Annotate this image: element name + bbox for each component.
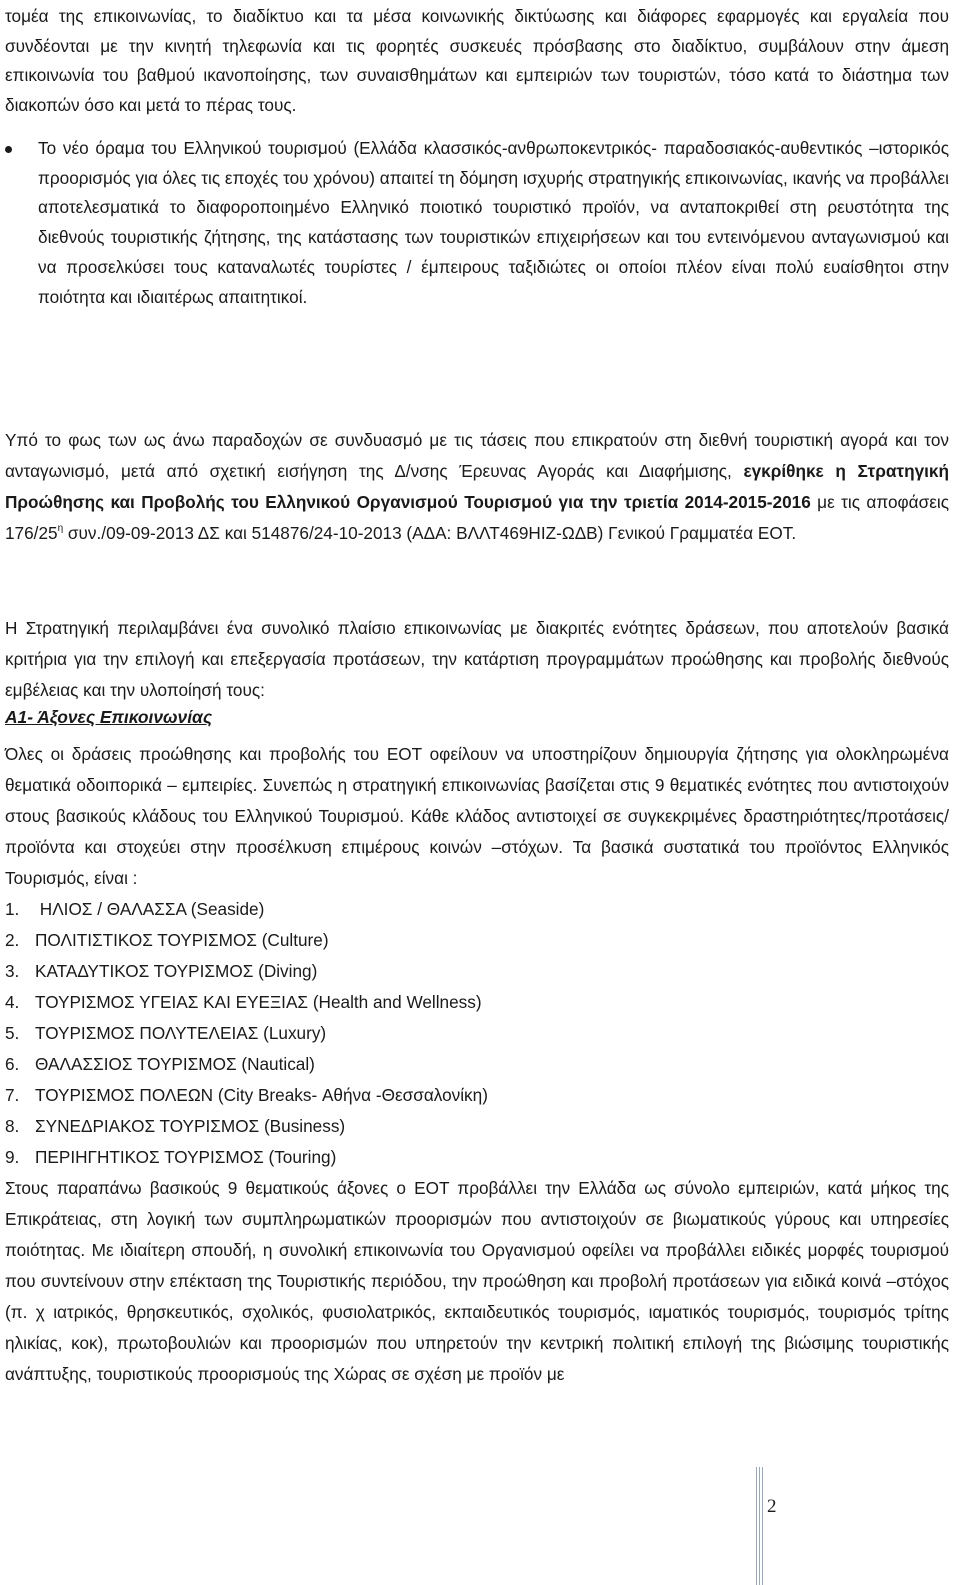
footer-decoration bbox=[756, 1467, 764, 1585]
theme-number: 7. bbox=[5, 1085, 20, 1105]
theme-list bbox=[5, 894, 488, 1173]
section-heading: Α1- Άξονες Επικοινωνίας bbox=[5, 707, 213, 727]
strategy-superscript: η bbox=[57, 523, 64, 534]
axes-paragraph: Όλες οι δράσεις προώθησης και προβολής του ΕΟΤ οφείλουν να υποστηρίζουν δημιουργία ζήτησης για ολοκληρωμένα θεματικά οδοιπορικά – εμπειρίες. Συνεπώς η στρατηγική επικοινωνίας βασίζεται στις 9 θεματικές ενότητες που αντιστοιχούν στους βασικούς κλάδους του Ελληνικού Τουρισμού. Κάθε κλάδος αντιστοιχεί σε συγκεκριμένες δραστηριότητες/προτάσεις/προϊόντα και στοχεύει στην προσέλκυση επιμέρους κοινών –στόχων. Τα βασικά συστατικά του προϊόντος Ελληνικός Τουρισμός, είναι : bbox=[5, 744, 949, 888]
footer-rule bbox=[762, 1467, 763, 1585]
theme-list-item bbox=[5, 1049, 488, 1080]
theme-label: ΤΟΥΡΙΣΜΟΣ ΥΓΕΙΑΣ ΚΑΙ ΕΥΕΞΙΑΣ (Health and Wellness) bbox=[35, 992, 482, 1012]
theme-label: ΣΥΝΕΔΡΙΑΚΟΣ ΤΟΥΡΙΣΜΟΣ (Business) bbox=[35, 1116, 346, 1136]
theme-number: 6. bbox=[5, 1054, 20, 1074]
theme-list-item bbox=[5, 1142, 488, 1173]
theme-label: ΘΑΛΑΣΣΙΟΣ ΤΟΥΡΙΣΜΟΣ (Nautical) bbox=[35, 1054, 315, 1074]
theme-label: ΤΟΥΡΙΣΜΟΣ ΠΟΛΥΤΕΛΕΙΑΣ (Luxury) bbox=[35, 1023, 327, 1043]
theme-number: 9. bbox=[5, 1147, 20, 1167]
theme-label: ΠΟΛΙΤΙΣΤΙΚΟΣ ΤΟΥΡΙΣΜΟΣ (Culture) bbox=[35, 930, 329, 950]
theme-number: 5. bbox=[5, 1023, 20, 1043]
theme-list-item bbox=[5, 987, 488, 1018]
closing-paragraph: Στους παραπάνω βασικούς 9 θεματικούς άξονες ο ΕΟΤ προβάλλει την Ελλάδα ως σύνολο εμπειριών, κατά μήκος της Επικράτειας, στη λογική των συμπληρωματικών προορισμών που αντιστοιχούν σε βιωματικούς γύρους και υπηρεσίες ποιότητας. Με ιδιαίτερη σπουδή, η συνολική επικοινωνία του Οργανισμού οφείλει να προβάλλει ειδικές μορφές τουρισμού που συντείνουν στην επέκταση της Τουριστικής περιόδου, την προώθηση και προβολή προτάσεων για ειδικά κοινά –στόχος (π. χ ιατρικός, θρησκευτικός, σχολικός, φυσιολατρικός, εκπαιδευτικός τουρισμός, ιαματικός τουρισμός, τουρισμός τρίτης ηλικίας, κοκ), πρωτοβουλιών και προορισμών που υπηρετούν την κεντρική πολιτική επιλογή της βιώσιμης τουριστικής ανάπτυξης, τουριστικούς προορισμούς της Χώρας σε σχέση με προϊόν με bbox=[5, 1178, 949, 1384]
strategy-paragraph bbox=[5, 425, 949, 549]
theme-list-item bbox=[5, 1080, 488, 1111]
continuation-paragraph: τομέα της επικοινωνίας, το διαδίκτυο και τα μέσα κοινωνικής δικτύωσης και διάφορες εφαρμογές και εργαλεία που συνδέονται με την κινητή τηλεφωνία και τις φορητές συσκευές πρόσβασης στο διαδίκτυο, συμβάλουν στην άμεση επικοινωνία του βαθμού ικανοποίησης, των συναισθημάτων και εμπειριών των τουριστών, τόσο κατά το διάστημα των διακοπών όσο και μετά το πέρας τους. bbox=[5, 6, 949, 116]
theme-list-item bbox=[5, 1018, 488, 1049]
theme-number: 1. bbox=[5, 899, 20, 919]
page-number: 2 bbox=[767, 1496, 777, 1517]
theme-label: ΠΕΡΙΗΓΗΤΙΚΟΣ ΤΟΥΡΙΣΜΟΣ (Touring) bbox=[35, 1147, 337, 1167]
theme-list-item bbox=[5, 925, 488, 956]
strategy-ending: συν./09-09-2013 ΔΣ και 514876/24-10-2013 (ΑΔΑ: ΒΛΛΤ469ΗΙΖ-ΩΔΒ) Γενικού Γραμματέα ΕΟΤ. bbox=[63, 523, 797, 543]
framework-paragraph: Η Στρατηγική περιλαμβάνει ένα συνολικό πλαίσιο επικοινωνίας με διακριτές ενότητες δράσεων, που αποτελούν βασικά κριτήρια για την επιλογή και επεξεργασία προτάσεων, την κατάρτιση προγραμμάτων προώθησης και προβολής διεθνούς εμβέλειας και την υλοποίησή τους: bbox=[5, 618, 949, 700]
strategy-approval-bold: εγκρίθηκε η Στρατηγική Προώθησης και Προβολής του Ελληνικού Οργανισμού Τουρισμού για την τριετία 2014-2015-2016 bbox=[5, 461, 949, 512]
theme-list-item bbox=[5, 956, 488, 987]
theme-number: 8. bbox=[5, 1116, 20, 1136]
theme-number: 4. bbox=[5, 992, 20, 1012]
theme-label: ΚΑΤΑΔΥΤΙΚΟΣ ΤΟΥΡΙΣΜΟΣ (Diving) bbox=[35, 961, 318, 981]
theme-label: ΗΛΙΟΣ / ΘΑΛΑΣΣΑ (Seaside) bbox=[35, 899, 265, 919]
footer-rule bbox=[759, 1467, 760, 1585]
strategy-decisions: με τις αποφάσεις 176/25 bbox=[5, 492, 949, 543]
theme-list-item bbox=[5, 1111, 488, 1142]
bullet-paragraph: Το νέο όραμα του Ελληνικού τουρισμού (Ελλάδα κλασσικός-ανθρωποκεντρικός- παραδοσιακός-αυθεντικός –ιστορικός προορισμός για όλες τις εποχές του χρόνου) απαιτεί τη δόμηση ισχυρής στρατηγικής επικοινωνίας, ικανής να προβάλλει αποτελεσματικά το διαφοροποιημένο Ελληνικό ποιοτικό τουριστικό προϊόν, να ανταποκριθεί στη ρευστότητα της διεθνούς τουριστικής ζήτησης, της κατάστασης των τουριστικών επιχειρήσεων και του εντεινόμενου ανταγωνισμού και να προσελκύσει τους καταναλωτές τουρίστες / έμπειρους ταξιδιώτες οι οποίοι πλέον είναι πολύ ευαίσθητοι στην ποιότητα και ιδιαιτέρως απαιτητικοί. bbox=[38, 138, 949, 307]
theme-number: 2. bbox=[5, 930, 20, 950]
theme-number: 3. bbox=[5, 961, 20, 981]
strategy-intro: Υπό το φως των ως άνω παραδοχών σε συνδυασμό με τις τάσεις που επικρατούν στη διεθνή τουριστική αγορά και τον ανταγωνισμό, μετά από σχετική εισήγηση της Δ/νσης Έρευνας Αγοράς και Διαφήμισης, bbox=[5, 430, 949, 481]
theme-label: ΤΟΥΡΙΣΜΟΣ ΠΟΛΕΩΝ (City Breaks- Αθήνα -Θεσσαλονίκη) bbox=[35, 1085, 488, 1105]
bullet-icon bbox=[5, 146, 12, 153]
footer-rule bbox=[756, 1467, 757, 1585]
theme-list-item bbox=[5, 894, 488, 925]
